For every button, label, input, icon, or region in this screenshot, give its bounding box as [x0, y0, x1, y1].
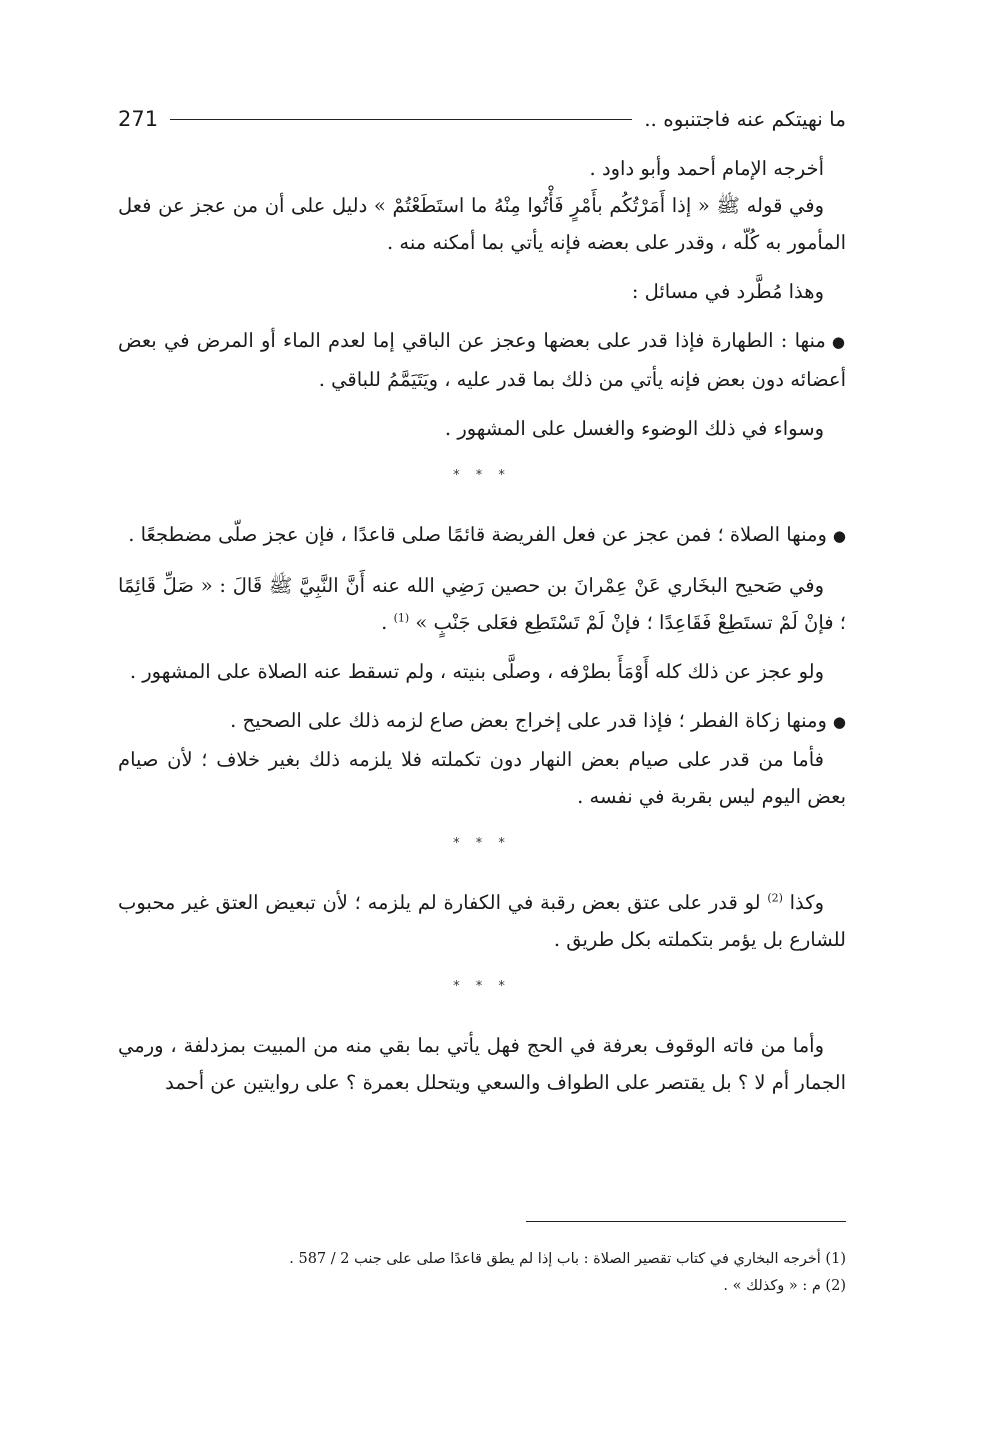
paragraph-11 [118, 884, 846, 958]
section-separator: * * * [453, 979, 511, 994]
paragraph-3: وهذا مُطَّرد في مسائل : [631, 280, 824, 303]
bullet-icon: ● [832, 713, 846, 731]
header-rule [170, 119, 632, 120]
page-header [118, 102, 846, 136]
paragraph-5: وسواء في ذلك الوضوء والغسل على المشهور . [444, 417, 824, 440]
bullet-icon: ● [831, 333, 846, 351]
paragraph-11-start: وكذا [782, 891, 824, 914]
footnote-1: (1) أخرجه البخاري في كتاب تقصير الصلاة : باب إذا لم يطق قاعدًا صلى على جنب 2 / 587 . [289, 1251, 846, 1267]
paragraph-8: ولو عجز عن ذلك كله أَوْمَأَ بطرْفه ، وصلَّى بنيته ، ولم تسقط عنه الصلاة على المشهور . [129, 660, 824, 683]
paragraph-2: وفي قوله ﷺ « إذا أَمَرْتُكُم بأَمْرٍ فَأْتُوا مِنْهُ ما استَطَعْتُمْ » دليل على أن من عجز عن فعل المأمور به كُلّه ، وقدر على بعضه فإنه يأتي بما أمكنه منه . [118, 194, 846, 254]
paragraph-11-rest: لو قدر على عتق بعض رقبة في الكفارة لم يلزمه ؛ لأن تبعيض العتق غير محبوب للشارع بل يؤمر بتكملته بكل طريق . [118, 891, 846, 951]
section-separator: * * * [453, 468, 511, 483]
paragraph-6-text: ومنها الصلاة ؛ فمن عجز عن فعل الفريضة قائمًا صلى قاعدًا ، فإن عجز صلّى مضطجعًا . [128, 523, 827, 546]
footnotes [118, 1246, 846, 1300]
footnote-rule [526, 1221, 846, 1222]
paragraph-7-text: وفي صَحيح البخَاري عَنْ عِمْرانَ بن حصين رَضِي الله عنه أَنَّ النَّبِيَّ ﷺ قَالَ : « صَلِّ قَائِمًا ؛ فإنْ لَمْ تستَطِعْ فَقَاعِدًا ؛ فإنْ لَمْ تَسْتَطِع فعَلى جَنْبٍ » [118, 574, 846, 634]
footnote-2: (2) م : « وكذلك » . [723, 1278, 846, 1294]
section-separator: * * * [453, 836, 511, 851]
paragraph-7-end: . [381, 611, 394, 634]
bullet-icon: ● [832, 527, 846, 545]
paragraph-1: أخرجه الإمام أحمد وأبو داود . [589, 157, 824, 180]
main-text [118, 150, 846, 1101]
page-number: 271 [118, 107, 159, 131]
running-title: ما نهيتكم عنه فاجتنبوه .. [644, 107, 846, 131]
paragraph-12: وأما من فاته الوقوف بعرفة في الحج فهل يأتي بما بقي منه من المبيت بمزدلفة ، ورمي الجمار أم لا ؟ بل يقتصر على الطواف والسعي ويتحلل بعمرة ؟ على روايتين عن أحمد [118, 1034, 846, 1094]
paragraph-4-text: منها : الطهارة فإذا قدر على بعضها وعجز عن الباقي إما لعدم الماء أو المرض في بعض أعضائه دون بعض فإنه يأتي من ذلك بما قدر عليه ، ويَتَيَمَّمُ للباقي . [118, 329, 846, 391]
paragraph-6 [118, 516, 846, 555]
paragraph-4 [118, 322, 846, 398]
paragraph-9-text: ومنها زكاة الفطر ؛ فإذا قدر على إخراج بعض صاع لزمه ذلك على الصحيح . [230, 709, 827, 732]
paragraph-7 [118, 567, 846, 641]
paragraph-9 [118, 702, 846, 741]
footnote-ref-1: (1) [393, 611, 410, 625]
paragraph-10: فأما من قدر على صيام بعض النهار دون تكملته فلا يلزمه ذلك بغير خلاف ؛ لأن صيام بعض اليوم ليس بقربة في نفسه . [118, 748, 846, 808]
footnote-ref-2: (2) [767, 891, 783, 905]
